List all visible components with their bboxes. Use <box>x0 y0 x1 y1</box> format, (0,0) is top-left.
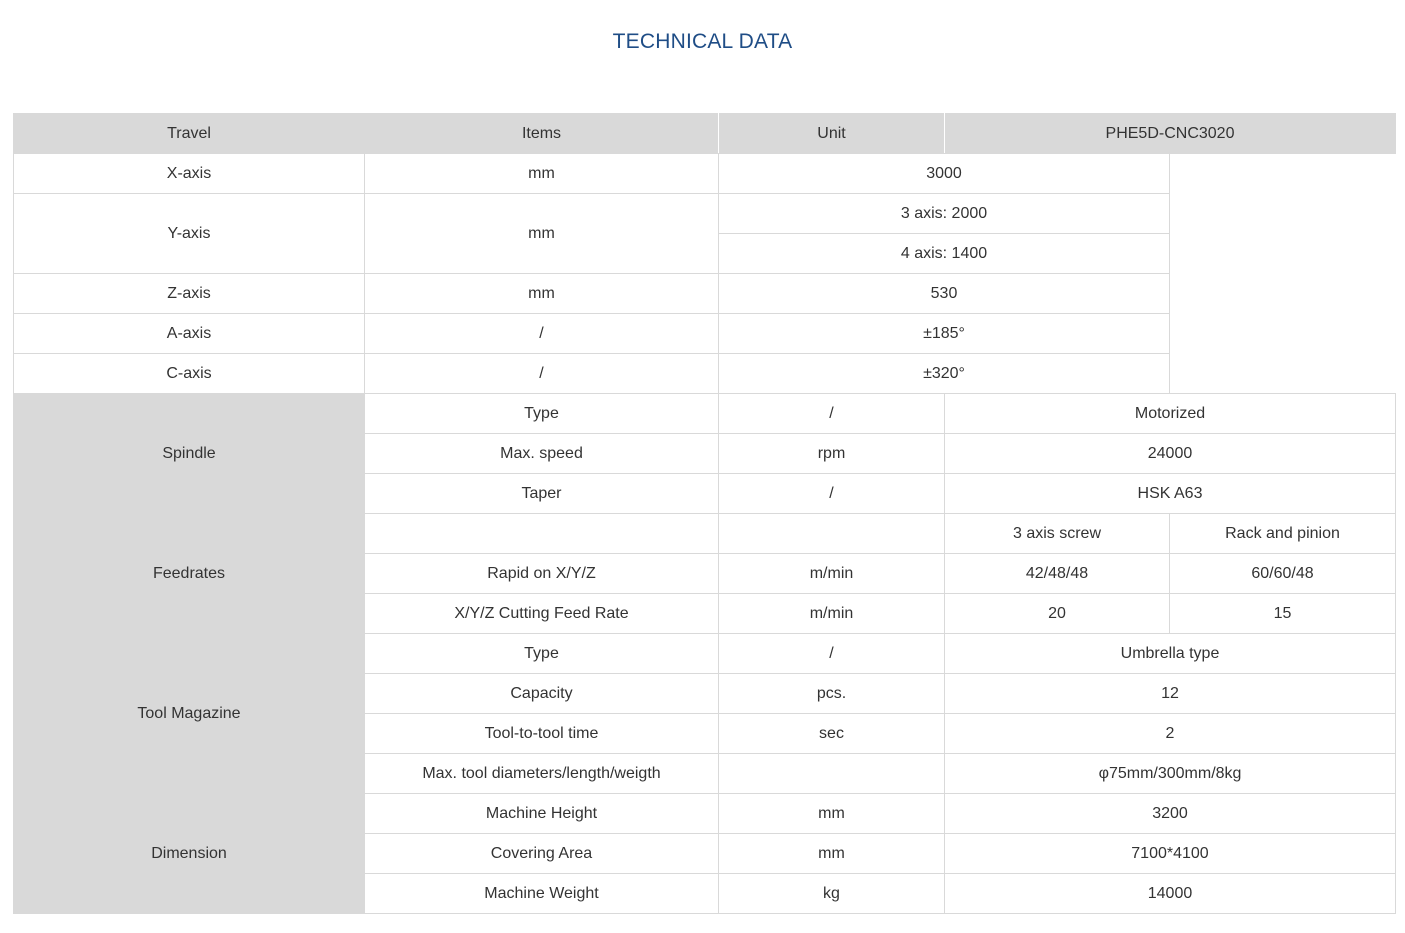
unit-cell: m/min <box>719 594 945 634</box>
header-model: PHE5D-CNC3020 <box>945 114 1396 154</box>
header-unit: Unit <box>719 114 945 154</box>
unit-cell: kg <box>719 874 945 914</box>
item-cell: A-axis <box>14 314 365 354</box>
value-cell: Motorized <box>945 394 1396 434</box>
table-row <box>14 354 1396 394</box>
item-cell: Machine Height <box>365 794 719 834</box>
group-tool-magazine: Tool Magazine <box>14 634 365 794</box>
table-row <box>14 314 1396 354</box>
value-cell: 12 <box>945 674 1396 714</box>
unit-cell: pcs. <box>719 674 945 714</box>
unit-cell: mm <box>719 834 945 874</box>
value-cell: 14000 <box>945 874 1396 914</box>
item-cell: Tool-to-tool time <box>365 714 719 754</box>
item-cell: Y-axis <box>14 194 365 274</box>
unit-cell: mm <box>365 154 719 194</box>
group-travel: Travel <box>14 114 365 154</box>
group-dimension: Dimension <box>14 794 365 914</box>
group-spindle: Spindle <box>14 394 365 514</box>
table-row <box>14 394 1396 434</box>
item-cell: Z-axis <box>14 274 365 314</box>
item-cell: Covering Area <box>365 834 719 874</box>
value-cell: φ75mm/300mm/8kg <box>945 754 1396 794</box>
table-row <box>14 794 1396 834</box>
value-cell: HSK A63 <box>945 474 1396 514</box>
value-cell: 530 <box>719 274 1170 314</box>
item-cell: Capacity <box>365 674 719 714</box>
unit-cell: mm <box>365 274 719 314</box>
item-cell: Type <box>365 634 719 674</box>
subheader-screw: 3 axis screw <box>945 514 1170 554</box>
value-cell: 7100*4100 <box>945 834 1396 874</box>
value-cell: 42/48/48 <box>945 554 1170 594</box>
item-cell: Max. tool diameters/length/weigth <box>365 754 719 794</box>
value-cell: 2 <box>945 714 1396 754</box>
unit-cell: m/min <box>719 554 945 594</box>
value-cell: 20 <box>945 594 1170 634</box>
value-cell: Umbrella type <box>945 634 1396 674</box>
value-cell: 4 axis: 1400 <box>719 234 1170 274</box>
item-cell <box>365 514 719 554</box>
table-row <box>14 634 1396 674</box>
unit-cell: mm <box>719 794 945 834</box>
unit-cell: / <box>719 394 945 434</box>
item-cell: Machine Weight <box>365 874 719 914</box>
item-cell: Max. speed <box>365 434 719 474</box>
unit-cell: / <box>365 314 719 354</box>
item-cell: Type <box>365 394 719 434</box>
unit-cell <box>719 754 945 794</box>
item-cell: Rapid on X/Y/Z <box>365 554 719 594</box>
value-cell: ±320° <box>719 354 1170 394</box>
subheader-rack: Rack and pinion <box>1170 514 1396 554</box>
item-cell: Taper <box>365 474 719 514</box>
group-feedrates: Feedrates <box>14 514 365 634</box>
unit-cell: / <box>719 474 945 514</box>
table-row <box>14 514 1396 554</box>
value-cell: ±185° <box>719 314 1170 354</box>
table-row <box>14 274 1396 314</box>
page-title: TECHNICAL DATA <box>612 30 793 53</box>
header-items: Items <box>365 114 719 154</box>
unit-cell: / <box>365 354 719 394</box>
table-row <box>14 194 1396 234</box>
technical-data-table <box>13 113 1396 914</box>
value-cell: 3200 <box>945 794 1396 834</box>
value-cell: 24000 <box>945 434 1396 474</box>
unit-cell: rpm <box>719 434 945 474</box>
unit-cell: / <box>719 634 945 674</box>
table-header-row <box>14 114 1396 154</box>
item-cell: C-axis <box>14 354 365 394</box>
value-cell: 3 axis: 2000 <box>719 194 1170 234</box>
value-cell: 3000 <box>719 154 1170 194</box>
unit-cell: sec <box>719 714 945 754</box>
unit-cell: mm <box>365 194 719 274</box>
item-cell: X/Y/Z Cutting Feed Rate <box>365 594 719 634</box>
value-cell: 15 <box>1170 594 1396 634</box>
value-cell: 60/60/48 <box>1170 554 1396 594</box>
unit-cell <box>719 514 945 554</box>
table-row <box>14 154 1396 194</box>
item-cell: X-axis <box>14 154 365 194</box>
